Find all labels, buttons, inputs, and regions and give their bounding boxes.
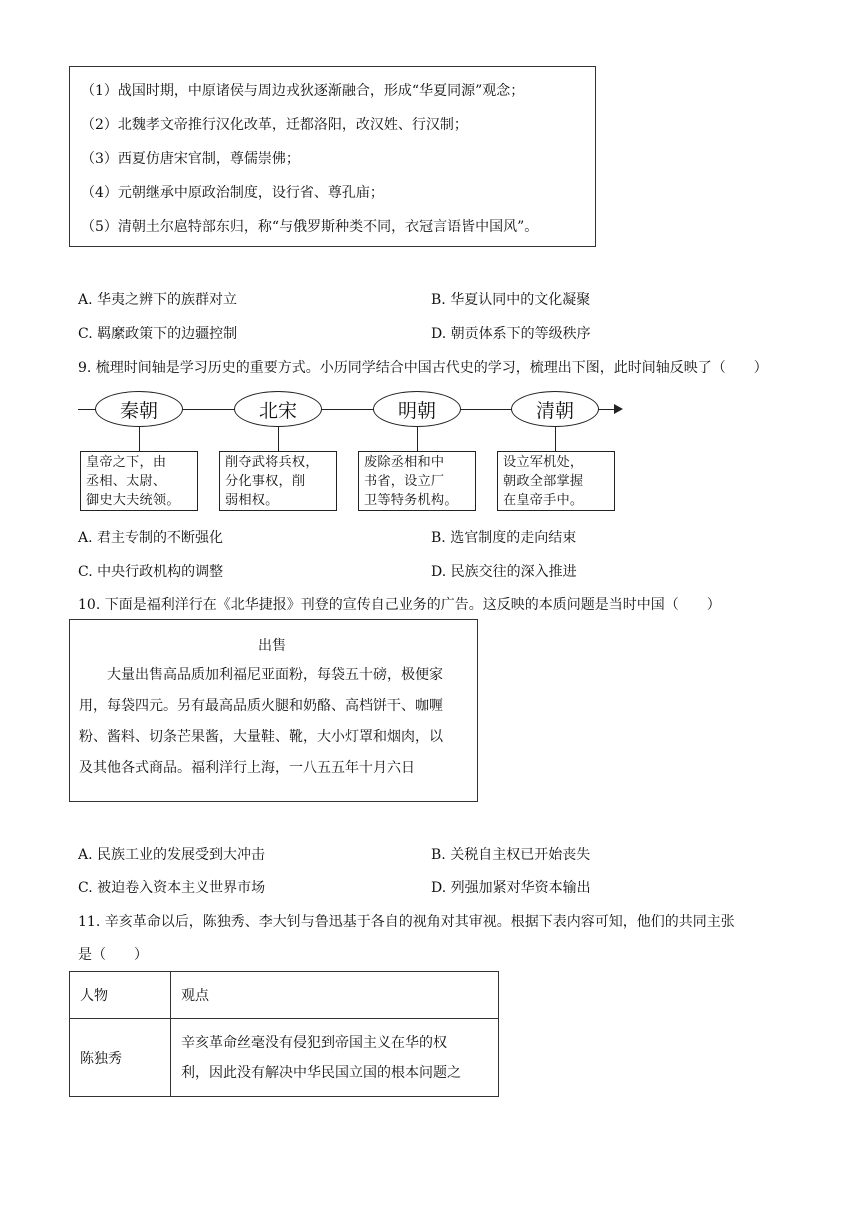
table-header-person: 人物 [70, 972, 171, 1019]
q10-option-c[interactable]: C. 被迫卷入资本主义世界市场 [78, 880, 266, 896]
table-row [70, 1019, 499, 1097]
q10-option-b[interactable]: B. 关税自主权已开始丧失 [431, 847, 591, 863]
q8-item-4: （4）元朝继承中原政治制度，设行省、尊孔庙； [81, 185, 384, 201]
timeline-note-beisong: 削夺武将兵权， 分化事权，削 弱相权。 [219, 451, 337, 511]
timeline-connector [139, 427, 140, 451]
q10-option-a[interactable]: A. 民族工业的发展受到大冲击 [78, 847, 266, 863]
q9-stem: 9. 梳理时间轴是学习历史的重要方式。小历同学结合中国古代史的学习，梳理出下图，此时间轴反映了（ ） [78, 360, 768, 376]
q11-stem-line2: 是（ ） [78, 947, 148, 963]
q10-option-d[interactable]: D. 列强加紧对华资本输出 [431, 880, 591, 896]
timeline-note-qing: 设立军机处， 朝政全部掌握 在皇帝手中。 [497, 451, 615, 511]
timeline-node-qing: 清朝 [511, 391, 599, 427]
q9-option-c[interactable]: C. 中央行政机构的调整 [78, 564, 224, 580]
timeline-node-ming: 明朝 [373, 391, 461, 427]
timeline-connector [417, 427, 418, 451]
timeline-node-qin: 秦朝 [95, 391, 183, 427]
q8-item-5: （5）清朝土尔扈特部东归，称“与俄罗斯种类不同，衣冠言语皆中国风”。 [81, 219, 539, 235]
timeline-connector [278, 427, 279, 451]
q8-item-3: （3）西夏仿唐宋官制，尊儒崇佛； [81, 151, 300, 167]
timeline-note-qin: 皇帝之下，由 丞相、太尉、 御史大夫统领。 [80, 451, 198, 511]
table-header-view: 观点 [171, 972, 499, 1019]
q9-option-d[interactable]: D. 民族交往的深入推进 [431, 564, 577, 580]
q8-option-b[interactable]: B. 华夏认同中的文化凝聚 [431, 292, 591, 308]
q8-option-c[interactable]: C. 羁縻政策下的边疆控制 [78, 326, 238, 342]
q8-option-a[interactable]: A. 华夷之辨下的族群对立 [78, 292, 238, 308]
q8-option-d[interactable]: D. 朝贡体系下的等级秩序 [431, 326, 591, 342]
q11-table [69, 971, 499, 1097]
q9-option-a[interactable]: A. 君主专制的不断强化 [78, 530, 224, 546]
timeline-node-beisong: 北宋 [234, 391, 322, 427]
timeline-arrow-icon [614, 404, 623, 414]
q9-option-b[interactable]: B. 选官制度的走向结束 [431, 530, 577, 546]
table-cell-person: 陈独秀 [70, 1019, 171, 1097]
q11-stem-line1: 11. 辛亥革命以后，陈独秀、李大钊与鲁迅基于各自的视角对其审视。根据下表内容可知，他们的共同主张 [78, 914, 735, 930]
q10-ad-body: 大量出售高品质加利福尼亚面粉，每袋五十磅，极便家 用，每袋四元。另有最高品质火腿和奶酪、高档饼干、咖喱 粉、酱料、切条芒果酱，大量鞋、靴，大小灯罩和烟肉，以 及其他各式商品。福利洋行上海，一八五五年十月六日 [79, 667, 443, 776]
q10-stem: 10. 下面是福利洋行在《北华捷报》刊登的宣传自己业务的广告。这反映的本质问题是当时中国（ ） [78, 597, 721, 613]
q8-item-2: （2）北魏孝文帝推行汉化改革，迁都洛阳，改汉姓、行汉制； [81, 117, 468, 133]
q10-ad-title: 出售 [258, 638, 286, 654]
timeline-connector [555, 427, 556, 451]
table-header-row [70, 972, 499, 1019]
table-cell-view: 辛亥革命丝毫没有侵犯到帝国主义在华的权 利，因此没有解决中华民国立国的根本问题之 [171, 1019, 499, 1097]
timeline-note-ming: 废除丞相和中 书省，设立厂 卫等特务机构。 [358, 451, 476, 511]
q8-item-1: （1）战国时期，中原诸侯与周边戎狄逐渐融合，形成“华夏同源”观念； [81, 83, 525, 99]
